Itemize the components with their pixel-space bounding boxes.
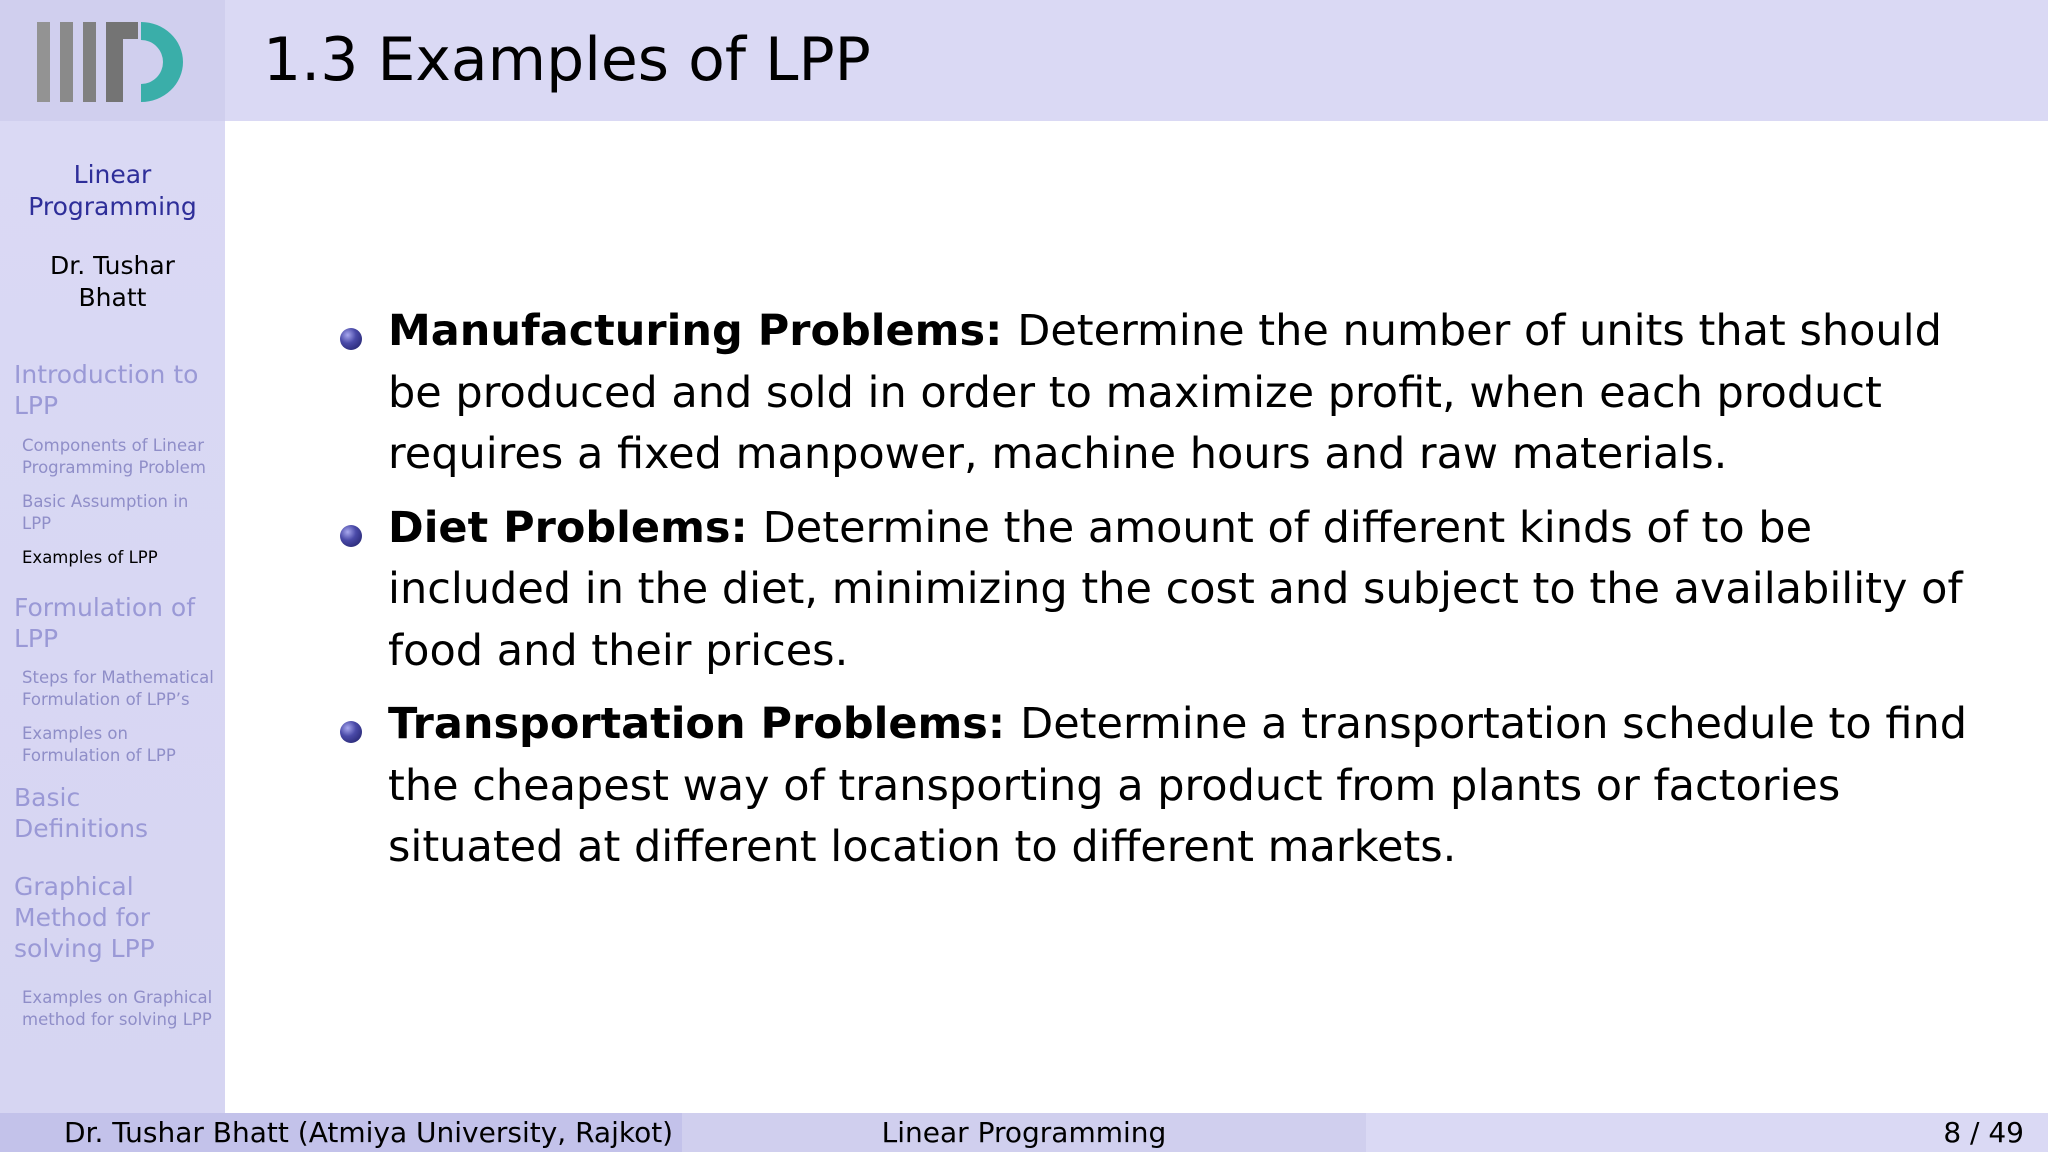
sidebar-section-introduction[interactable]: Introduction to LPP (14, 360, 199, 420)
item-text: Determine a transportation schedule to find the cheapest way of transporting a product from plants or factories situated at different location to different markets. (388, 699, 1968, 872)
list-item (340, 301, 1980, 486)
page-number: 8 / 49 (1943, 1116, 2024, 1149)
item-text: Determine the number of units that should be produced and sold in order to maximize profit, when each product requires a fixed manpower, machine hours and raw materials. (388, 306, 1942, 479)
frame-title-bar (225, 0, 2048, 121)
sidebar-section-formulation[interactable]: Formulation of LPP (14, 593, 196, 653)
sidebar-subsection-components[interactable]: Components of Linear Programming Problem (22, 436, 206, 477)
logo-box (0, 0, 225, 121)
list-item (340, 498, 1980, 683)
footer (0, 1113, 2048, 1152)
sidebar-subsection-examples-formulation[interactable]: Examples on Formulation of LPP (22, 724, 176, 765)
bullet-icon (340, 721, 362, 743)
sidebar-section-graphical-method[interactable]: Graphical Method for solving LPP (14, 872, 155, 963)
bullet-icon (340, 328, 362, 350)
item-label: Transportation Problems: (388, 699, 1021, 749)
sidebar-author: Dr. Tushar Bhatt (50, 251, 175, 312)
footer-author-box (0, 1113, 682, 1152)
footer-page-box (1366, 1113, 2048, 1152)
footer-author: Dr. Tushar Bhatt (Atmiya University, Rajkot) (64, 1116, 674, 1149)
item-label: Manufacturing Problems: (388, 306, 1018, 356)
sidebar-presentation-title[interactable]: Linear Programming (28, 160, 197, 221)
sidebar-section-basic-definitions[interactable]: Basic Definitions (14, 783, 149, 843)
sidebar-subsection-examples-of-lpp[interactable]: Examples of LPP (22, 548, 158, 567)
institution-logo (33, 22, 198, 102)
item-text: Determine the amount of different kinds of to be included in the diet, minimizing the cost and subject to the availability of food and their prices. (388, 502, 1963, 676)
sidebar-subsection-basic-assumption[interactable]: Basic Assumption in LPP (22, 492, 189, 533)
sidebar (0, 121, 225, 1113)
sidebar-subsection-steps-formulation[interactable]: Steps for Mathematical Formulation of LPP’s (22, 668, 214, 709)
sidebar-subsection-examples-graphical[interactable]: Examples on Graphical method for solving LPP (22, 988, 213, 1029)
bullet-icon (340, 525, 362, 547)
footer-title: Linear Programming (682, 1113, 1366, 1152)
frame-title: 1.3 Examples of LPP (263, 25, 871, 95)
list-item (340, 694, 1980, 879)
item-label: Diet Problems: (388, 502, 763, 553)
slide-content (340, 301, 1980, 891)
